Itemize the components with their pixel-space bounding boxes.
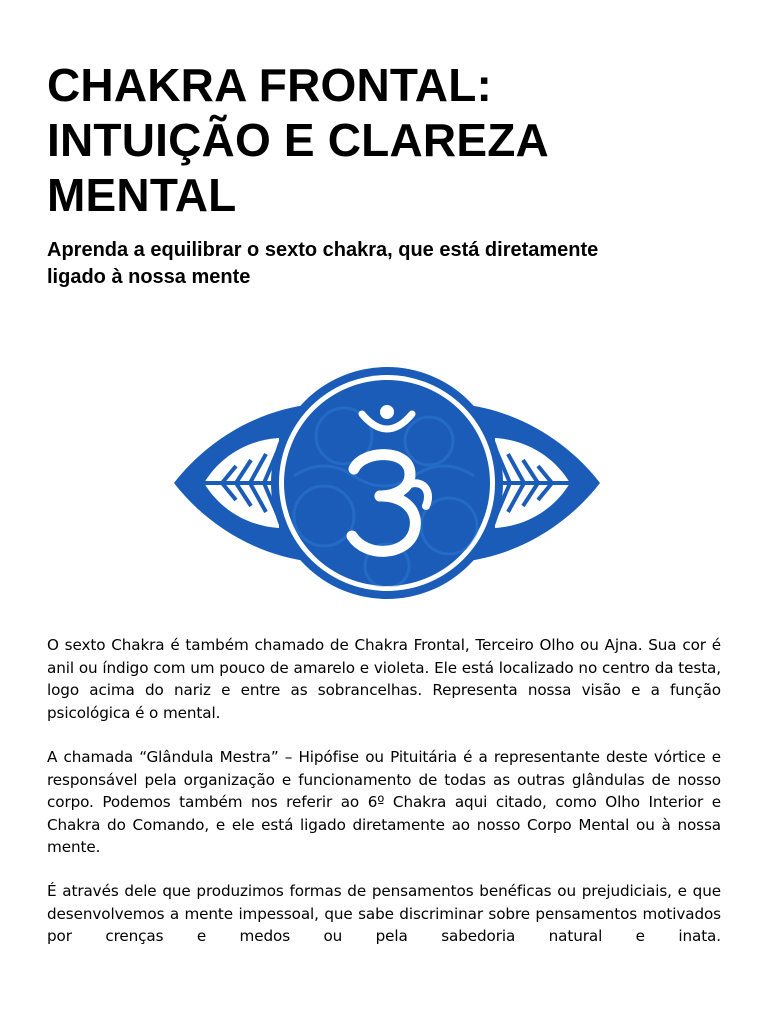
- page-subtitle: [47, 237, 737, 291]
- subtitle-line-2: ligado à nossa mente: [47, 266, 251, 288]
- paragraph-1: O sexto Chakra é também chamado de Chakra Frontal, Terceiro Olho ou Ajna. Sua cor é anil ou índigo com um pouco de amarelo e violeta. Ele está localizado no centro da testa, logo acima do nariz e entre as sobrancelhas. Representa nossa visão e a função psicológica é o mental.: [47, 636, 721, 722]
- paragraph-2: A chamada “Glândula Mestra” – Hipófise ou Pituitária é a representante deste vórtice e responsável pela organização e funcionamento de todas as outras glândulas de nosso corpo. Podemos também nos referir ao 6º Chakra aqui citado, como Olho Interior e Chakra do Comando, e ele está ligado diretamente ao nosso Corpo Mental ou à nossa mente.: [47, 748, 721, 856]
- title-line-2: INTUIÇÃO E CLAREZA: [47, 114, 549, 166]
- title-line-3: MENTAL: [47, 169, 237, 221]
- title-line-1: CHAKRA FRONTAL:: [47, 59, 493, 111]
- subtitle-line-1: Aprenda a equilibrar o sexto chakra, que está diretamente: [47, 239, 599, 261]
- ajna-chakra-icon: [174, 366, 600, 600]
- paragraph-3: É através dele que produzimos formas de pensamentos benéficas ou prejudiciais, e que desenvolvemos a mente impessoal, que sabe discriminar sobre pensamentos motivados por crenças e medos ou pela sabedoria natural e inata.: [47, 882, 721, 945]
- page-title: [47, 58, 737, 223]
